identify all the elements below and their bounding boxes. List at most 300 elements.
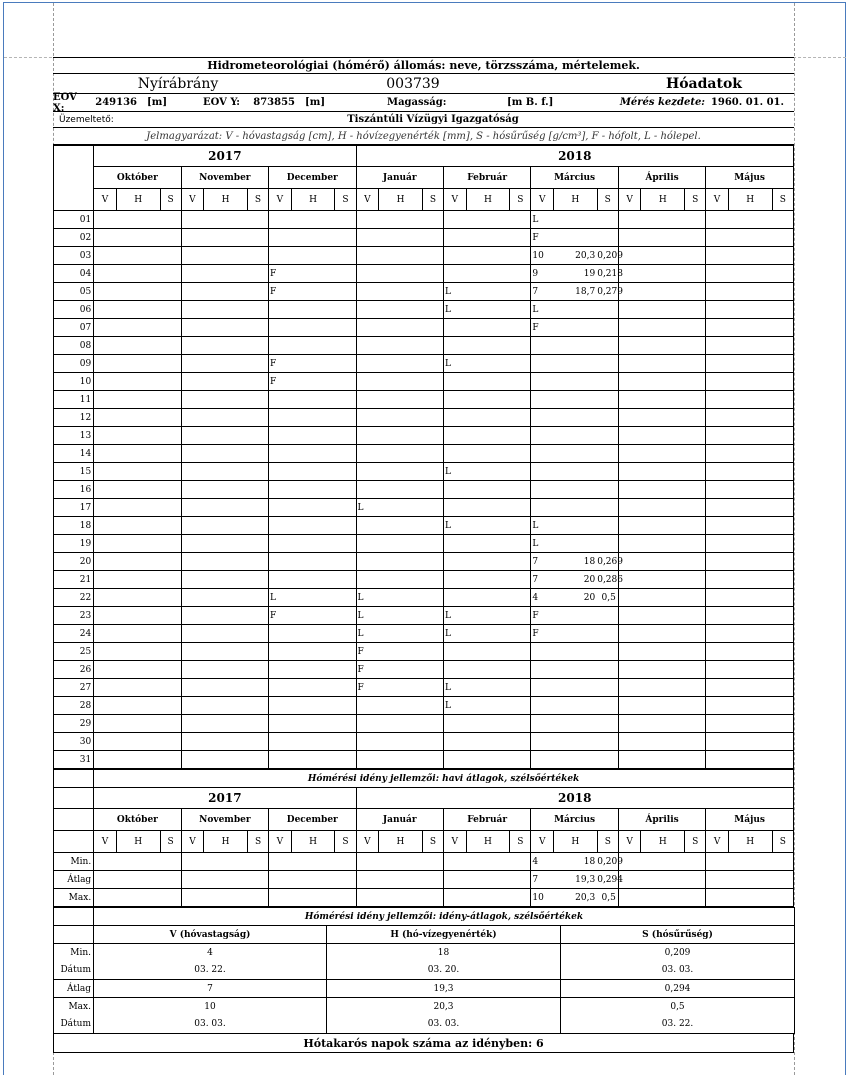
month-header: Október: [94, 167, 181, 189]
data-cell: [94, 463, 117, 481]
data-cell: [641, 409, 685, 427]
data-cell: [772, 229, 793, 247]
data-cell: [335, 571, 356, 589]
data-cell: [247, 427, 268, 445]
data-cell: [356, 247, 379, 265]
month-header: Április: [618, 809, 705, 831]
data-cell: [554, 715, 598, 733]
data-cell: [422, 751, 443, 769]
data-cell: [510, 445, 531, 463]
data-cell: 0,279: [597, 283, 618, 301]
data-cell: [116, 283, 160, 301]
day-label: 27: [54, 679, 94, 697]
data-cell: [291, 589, 335, 607]
data-cell: [641, 247, 685, 265]
data-cell: [728, 853, 772, 871]
data-cell: [356, 751, 379, 769]
day-label: 29: [54, 715, 94, 733]
data-cell: [706, 607, 729, 625]
data-cell: [466, 499, 510, 517]
data-cell: [443, 733, 466, 751]
data-cell: [706, 625, 729, 643]
data-cell: [728, 715, 772, 733]
data-cell: L: [443, 517, 466, 535]
data-cell: [204, 427, 248, 445]
data-cell: [160, 751, 181, 769]
data-cell: [335, 301, 356, 319]
data-cell: [466, 643, 510, 661]
column-h: H: [291, 831, 335, 853]
data-cell: [510, 571, 531, 589]
data-cell: [160, 643, 181, 661]
data-cell: [641, 319, 685, 337]
data-cell: L: [531, 211, 554, 229]
data-cell: [94, 301, 117, 319]
data-cell: [597, 697, 618, 715]
data-cell: [94, 871, 117, 889]
data-cell: [94, 283, 117, 301]
data-cell: [685, 517, 706, 535]
data-cell: [94, 751, 117, 769]
data-cell: [422, 463, 443, 481]
data-cell: [422, 679, 443, 697]
table-row: [54, 661, 794, 679]
data-cell: [641, 589, 685, 607]
data-type: Hóadatok: [665, 75, 742, 92]
table-row: [54, 625, 794, 643]
data-cell: [706, 499, 729, 517]
data-cell: [706, 643, 729, 661]
data-cell: [443, 853, 466, 871]
data-cell: [181, 715, 204, 733]
data-cell: 03. 22.: [561, 1016, 795, 1034]
data-cell: [116, 871, 160, 889]
data-cell: [422, 853, 443, 871]
day-label: 10: [54, 373, 94, 391]
data-cell: [356, 337, 379, 355]
data-cell: [597, 427, 618, 445]
data-cell: [554, 229, 598, 247]
data-cell: [204, 535, 248, 553]
data-cell: [204, 733, 248, 751]
data-cell: [772, 751, 793, 769]
data-cell: [356, 517, 379, 535]
data-cell: [291, 607, 335, 625]
data-cell: [291, 697, 335, 715]
stat-label: Dátum: [54, 962, 94, 980]
data-cell: [728, 571, 772, 589]
data-cell: [247, 553, 268, 571]
data-cell: [181, 517, 204, 535]
data-cell: [641, 481, 685, 499]
data-cell: [728, 625, 772, 643]
column-v: V: [181, 831, 204, 853]
data-cell: [379, 715, 423, 733]
day-label: 09: [54, 355, 94, 373]
data-cell: [269, 679, 292, 697]
table-row: [54, 733, 794, 751]
data-cell: [269, 445, 292, 463]
data-cell: [94, 229, 117, 247]
season-column-header: V (hóvastagság): [94, 926, 327, 944]
data-cell: [160, 553, 181, 571]
table-row: [54, 643, 794, 661]
data-cell: [335, 889, 356, 907]
column-h: H: [554, 831, 598, 853]
data-cell: [269, 853, 292, 871]
data-cell: [685, 373, 706, 391]
data-cell: [247, 319, 268, 337]
data-cell: [247, 643, 268, 661]
data-cell: [728, 607, 772, 625]
data-cell: [181, 373, 204, 391]
data-cell: [204, 625, 248, 643]
data-cell: [466, 871, 510, 889]
data-cell: [181, 337, 204, 355]
data-cell: [466, 247, 510, 265]
data-cell: [597, 607, 618, 625]
data-cell: [466, 391, 510, 409]
data-cell: [356, 553, 379, 571]
data-cell: F: [269, 355, 292, 373]
data-cell: [728, 481, 772, 499]
data-cell: [116, 391, 160, 409]
data-cell: [291, 733, 335, 751]
table-row: [54, 871, 794, 889]
data-cell: 0,209: [597, 247, 618, 265]
data-cell: F: [356, 679, 379, 697]
column-s: S: [772, 831, 793, 853]
data-cell: [728, 211, 772, 229]
data-cell: [116, 697, 160, 715]
data-cell: [618, 463, 641, 481]
data-cell: [335, 445, 356, 463]
column-s: S: [597, 831, 618, 853]
data-cell: [335, 463, 356, 481]
data-cell: [443, 535, 466, 553]
data-cell: [466, 301, 510, 319]
data-cell: [291, 355, 335, 373]
data-cell: [772, 499, 793, 517]
data-cell: [685, 625, 706, 643]
data-cell: [443, 643, 466, 661]
data-cell: [728, 889, 772, 907]
data-cell: [291, 445, 335, 463]
data-cell: [597, 409, 618, 427]
table-row: [54, 337, 794, 355]
data-cell: [466, 463, 510, 481]
data-cell: [510, 643, 531, 661]
data-cell: 0,5: [597, 589, 618, 607]
data-cell: [181, 751, 204, 769]
data-cell: [618, 229, 641, 247]
data-cell: [706, 391, 729, 409]
altitude-unit: [m B. f.]: [507, 97, 554, 108]
eov-y-unit: [m]: [305, 97, 326, 108]
data-cell: [706, 853, 729, 871]
data-cell: [422, 409, 443, 427]
table-row: [54, 427, 794, 445]
data-cell: [94, 571, 117, 589]
data-cell: [618, 337, 641, 355]
data-cell: [291, 319, 335, 337]
data-cell: [160, 319, 181, 337]
data-cell: [181, 625, 204, 643]
data-cell: [443, 373, 466, 391]
data-cell: [204, 871, 248, 889]
data-cell: [685, 301, 706, 319]
data-cell: [379, 265, 423, 283]
month-header: November: [181, 167, 268, 189]
table-row: [54, 265, 794, 283]
data-cell: [728, 229, 772, 247]
data-cell: [204, 889, 248, 907]
data-cell: [422, 229, 443, 247]
data-cell: [772, 265, 793, 283]
data-cell: [728, 589, 772, 607]
data-cell: [685, 661, 706, 679]
table-row: [54, 980, 795, 998]
day-label: 12: [54, 409, 94, 427]
data-cell: [116, 247, 160, 265]
data-cell: [554, 391, 598, 409]
table-row: [54, 517, 794, 535]
station-name: Nyírábrány: [137, 75, 219, 92]
data-cell: [247, 409, 268, 427]
data-cell: [554, 751, 598, 769]
data-cell: [335, 211, 356, 229]
data-cell: [269, 715, 292, 733]
month-header: Február: [443, 809, 530, 831]
data-cell: [510, 355, 531, 373]
data-cell: [422, 643, 443, 661]
data-cell: [618, 211, 641, 229]
data-cell: [269, 337, 292, 355]
data-cell: [685, 481, 706, 499]
data-cell: [204, 553, 248, 571]
data-cell: [356, 715, 379, 733]
data-cell: [728, 283, 772, 301]
data-cell: 7: [531, 571, 554, 589]
table-row: [54, 679, 794, 697]
data-cell: L: [443, 463, 466, 481]
data-cell: [597, 715, 618, 733]
data-cell: [597, 499, 618, 517]
data-cell: [466, 427, 510, 445]
data-cell: [510, 409, 531, 427]
data-cell: [94, 715, 117, 733]
data-cell: [706, 589, 729, 607]
data-cell: [94, 247, 117, 265]
start-date: 1960. 01. 01.: [710, 97, 784, 108]
data-cell: [641, 211, 685, 229]
data-cell: [772, 889, 793, 907]
data-cell: [618, 889, 641, 907]
data-cell: [706, 445, 729, 463]
data-cell: [247, 679, 268, 697]
data-cell: [554, 427, 598, 445]
data-cell: [685, 337, 706, 355]
data-cell: [335, 247, 356, 265]
data-cell: [181, 481, 204, 499]
coordinates-row: [53, 91, 794, 114]
data-cell: [618, 427, 641, 445]
table-row: [54, 409, 794, 427]
data-cell: [597, 535, 618, 553]
day-label: 26: [54, 661, 94, 679]
data-cell: [356, 463, 379, 481]
data-cell: [597, 445, 618, 463]
data-cell: 20: [554, 589, 598, 607]
data-cell: [510, 229, 531, 247]
data-cell: [181, 427, 204, 445]
table-row: [54, 944, 795, 962]
eov-y-label: EOV Y:: [203, 97, 240, 108]
data-cell: L: [356, 589, 379, 607]
data-cell: [466, 751, 510, 769]
data-cell: [531, 355, 554, 373]
data-cell: [510, 481, 531, 499]
data-cell: [247, 211, 268, 229]
table-row: [54, 607, 794, 625]
data-cell: [335, 697, 356, 715]
data-cell: [335, 373, 356, 391]
data-cell: [181, 247, 204, 265]
data-cell: [291, 265, 335, 283]
data-cell: [466, 853, 510, 871]
data-cell: [728, 301, 772, 319]
table-row: [54, 571, 794, 589]
data-cell: [772, 679, 793, 697]
data-cell: [772, 535, 793, 553]
table-row: [54, 853, 794, 871]
data-cell: [510, 871, 531, 889]
data-cell: [94, 535, 117, 553]
data-cell: [466, 733, 510, 751]
data-cell: [772, 715, 793, 733]
season-column-header: H (hó-vízegyenérték): [327, 926, 561, 944]
data-cell: [466, 265, 510, 283]
data-cell: [204, 409, 248, 427]
month-header: Január: [356, 167, 443, 189]
data-cell: [116, 889, 160, 907]
data-cell: [269, 409, 292, 427]
month-header: December: [269, 809, 356, 831]
table-row: [54, 589, 794, 607]
data-cell: [510, 247, 531, 265]
data-cell: 03. 03.: [327, 1016, 561, 1034]
table-row: [54, 751, 794, 769]
data-cell: [291, 409, 335, 427]
season-column-header: S (hósűrűség): [561, 926, 795, 944]
data-cell: [706, 871, 729, 889]
data-cell: [116, 535, 160, 553]
data-cell: [160, 355, 181, 373]
data-cell: [356, 283, 379, 301]
data-cell: 03. 20.: [327, 962, 561, 980]
data-cell: [160, 211, 181, 229]
data-cell: [706, 553, 729, 571]
data-cell: [466, 679, 510, 697]
data-cell: [204, 661, 248, 679]
data-cell: [443, 889, 466, 907]
data-cell: [116, 211, 160, 229]
data-cell: [443, 661, 466, 679]
data-cell: [247, 445, 268, 463]
data-cell: [94, 643, 117, 661]
data-cell: [204, 499, 248, 517]
data-cell: L: [531, 535, 554, 553]
data-cell: [116, 517, 160, 535]
data-cell: [554, 445, 598, 463]
season-section-title: Hómérési idény jellemzői: idény-átlagok, szélsőértékek: [94, 908, 795, 926]
month-header: Április: [618, 167, 705, 189]
data-cell: [510, 265, 531, 283]
data-cell: [597, 463, 618, 481]
data-cell: [597, 211, 618, 229]
data-cell: [443, 553, 466, 571]
data-cell: [772, 463, 793, 481]
data-cell: L: [443, 679, 466, 697]
monthly-section-title: Hómérési idény jellemzői: havi átlagok, szélsőértékek: [94, 770, 794, 788]
data-cell: [204, 751, 248, 769]
data-cell: [269, 229, 292, 247]
data-cell: [597, 229, 618, 247]
data-cell: [466, 535, 510, 553]
data-cell: [554, 337, 598, 355]
data-cell: [160, 871, 181, 889]
data-cell: [510, 607, 531, 625]
data-cell: [728, 499, 772, 517]
data-cell: [772, 373, 793, 391]
data-cell: [291, 391, 335, 409]
data-cell: [554, 499, 598, 517]
data-cell: [443, 499, 466, 517]
data-cell: [531, 427, 554, 445]
column-v: V: [443, 189, 466, 211]
report-title: [53, 57, 794, 74]
data-cell: [510, 733, 531, 751]
data-cell: [94, 445, 117, 463]
data-cell: [728, 319, 772, 337]
data-cell: [422, 607, 443, 625]
data-cell: [706, 283, 729, 301]
data-cell: [204, 229, 248, 247]
table-row: [54, 445, 794, 463]
operator-label: Üzemeltető:: [59, 114, 114, 125]
data-cell: [204, 607, 248, 625]
data-cell: [247, 391, 268, 409]
day-label: 24: [54, 625, 94, 643]
table-row: [54, 373, 794, 391]
data-cell: [204, 211, 248, 229]
table-row: [54, 319, 794, 337]
data-cell: [181, 445, 204, 463]
data-cell: [356, 445, 379, 463]
day-label: 02: [54, 229, 94, 247]
data-cell: [247, 589, 268, 607]
data-cell: [204, 283, 248, 301]
data-cell: [706, 229, 729, 247]
day-label: 13: [54, 427, 94, 445]
data-cell: [160, 571, 181, 589]
data-cell: [728, 337, 772, 355]
data-cell: [728, 661, 772, 679]
data-cell: [706, 481, 729, 499]
data-cell: [335, 229, 356, 247]
column-v: V: [94, 831, 117, 853]
data-cell: [685, 499, 706, 517]
